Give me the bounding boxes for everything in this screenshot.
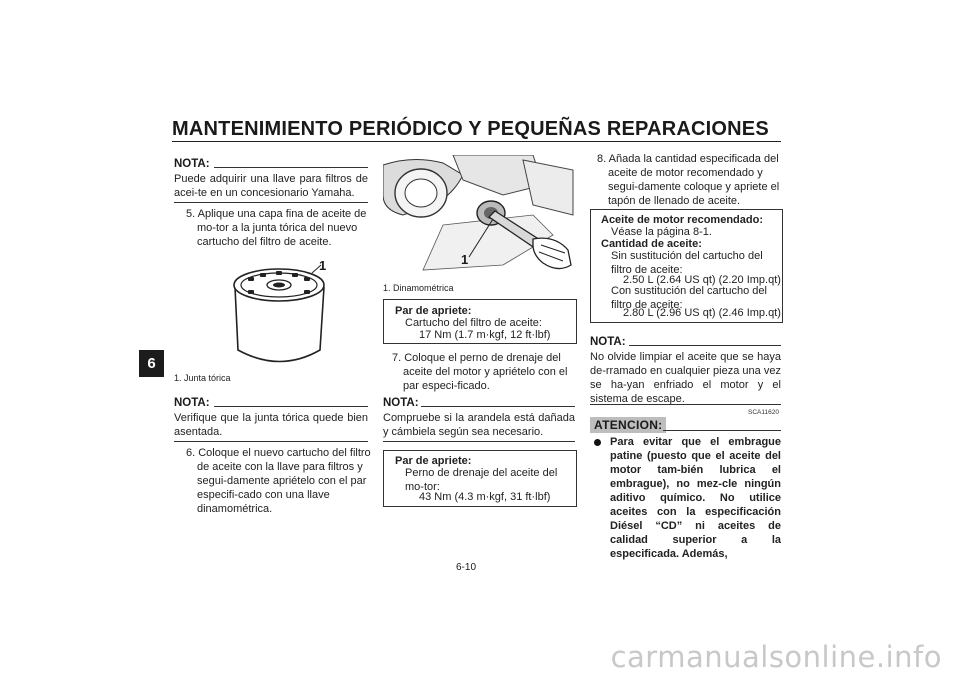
- oil-title: Aceite de motor recomendado:: [601, 214, 763, 226]
- torque1-title: Par de apriete:: [395, 305, 472, 317]
- torque-wrench-figure: [383, 155, 575, 277]
- col1-nota1-text: Puede adquirir una llave para filtros de acei-te en un concesionario Yamaha.: [174, 173, 368, 199]
- col1-nota2-line: [214, 406, 368, 407]
- col2-nota-line: [421, 406, 575, 407]
- col2-nota-end-line: [383, 441, 575, 442]
- caution-code: SCA11620: [748, 409, 779, 416]
- col1-step6: 6. Coloque el nuevo cartucho del filtro de aceite con la llave para filtros y segui-damente apriételo con el par especifi-cado con una llave dinamométrica.: [186, 447, 371, 515]
- torque2-title: Par de apriete:: [395, 455, 472, 467]
- col3-nota-end-line: [590, 404, 781, 405]
- oil-filter-callout: 1: [319, 258, 327, 273]
- atencion-bullet: [594, 439, 601, 446]
- col1-nota1-end-line: [174, 202, 368, 203]
- qty-title: Cantidad de aceite:: [601, 238, 702, 250]
- page-number: 6-10: [456, 562, 477, 573]
- torque-wrench-callout: 1: [461, 252, 469, 267]
- col1-nota2-end-line: [174, 441, 368, 442]
- col3-nota-label: NOTA:: [590, 336, 626, 348]
- qty-without-value: 2.50 L (2.64 US qt) (2.20 Imp.qt): [623, 274, 781, 286]
- torque1-value: 17 Nm (1.7 m·kgf, 12 ft·lbf): [419, 329, 551, 341]
- qty-with-label: Con sustitución del cartucho del filtro de aceite:: [611, 285, 767, 311]
- qty-with-value: 2.80 L (2.96 US qt) (2.46 Imp.qt): [623, 307, 781, 319]
- torque2-item: Perno de drenaje del aceite del mo-tor:: [405, 467, 558, 493]
- qty-without-label: Sin sustitución del cartucho del filtro de aceite:: [611, 250, 763, 276]
- col3-nota-text: No olvide limpiar el aceite que se haya de-rramado en cualquier pieza una vez se ha-yan enfriado el motor y el sistema de escape.: [590, 351, 781, 405]
- col1-nota1-label: NOTA:: [174, 158, 210, 170]
- col2-nota-label: NOTA:: [383, 397, 419, 409]
- col2-nota-text: Compruebe si la arandela está dañada y cámbiela según sea necesario.: [383, 412, 575, 438]
- col2-figure-caption: 1. Dinamométrica: [383, 283, 454, 293]
- col1-step5: 5. Aplique una capa fina de aceite de mo-tor a la junta tórica del nuevo cartucho del filtro de aceite.: [186, 208, 367, 248]
- col3-nota-line: [629, 345, 781, 346]
- col1-nota1-line: [214, 167, 368, 168]
- col2-step7: 7. Coloque el perno de drenaje del aceite del motor y apriételo con el par especi-ficado.: [392, 352, 568, 392]
- col1-nota2-text: Verifique que la junta tórica quede bien asentada.: [174, 412, 368, 438]
- atencion-line: [663, 430, 781, 431]
- watermark: carmanualsonline.info: [610, 640, 942, 674]
- chapter-tab: 6: [139, 350, 164, 377]
- col1-figure-caption: 1. Junta tórica: [174, 373, 231, 383]
- atencion-text: Para evitar que el embrague patine (puesto que el aceite del motor tam-bién lubrica el embrague), no mez-cle ningún aditivo químico. No utilice aceites con la especificación Diésel “CD” ni aceites de calidad superior a la especificada. Además,: [610, 436, 781, 560]
- col3-step8: 8. Añada la cantidad especificada del aceite de motor recomendado y segui-damente coloque y apriete el tapón de llenado de aceite.: [597, 153, 780, 207]
- oil-ref: Véase la página 8-1.: [611, 226, 712, 238]
- atencion-label: ATENCION:: [590, 417, 666, 433]
- header-rule: [172, 141, 781, 142]
- torque2-value: 43 Nm (4.3 m·kgf, 31 ft·lbf): [419, 491, 551, 503]
- torque1-item: Cartucho del filtro de aceite:: [405, 317, 542, 329]
- col1-nota2-label: NOTA:: [174, 397, 210, 409]
- page-title: MANTENIMIENTO PERIÓDICO Y PEQUEÑAS REPARACIONES: [172, 118, 769, 140]
